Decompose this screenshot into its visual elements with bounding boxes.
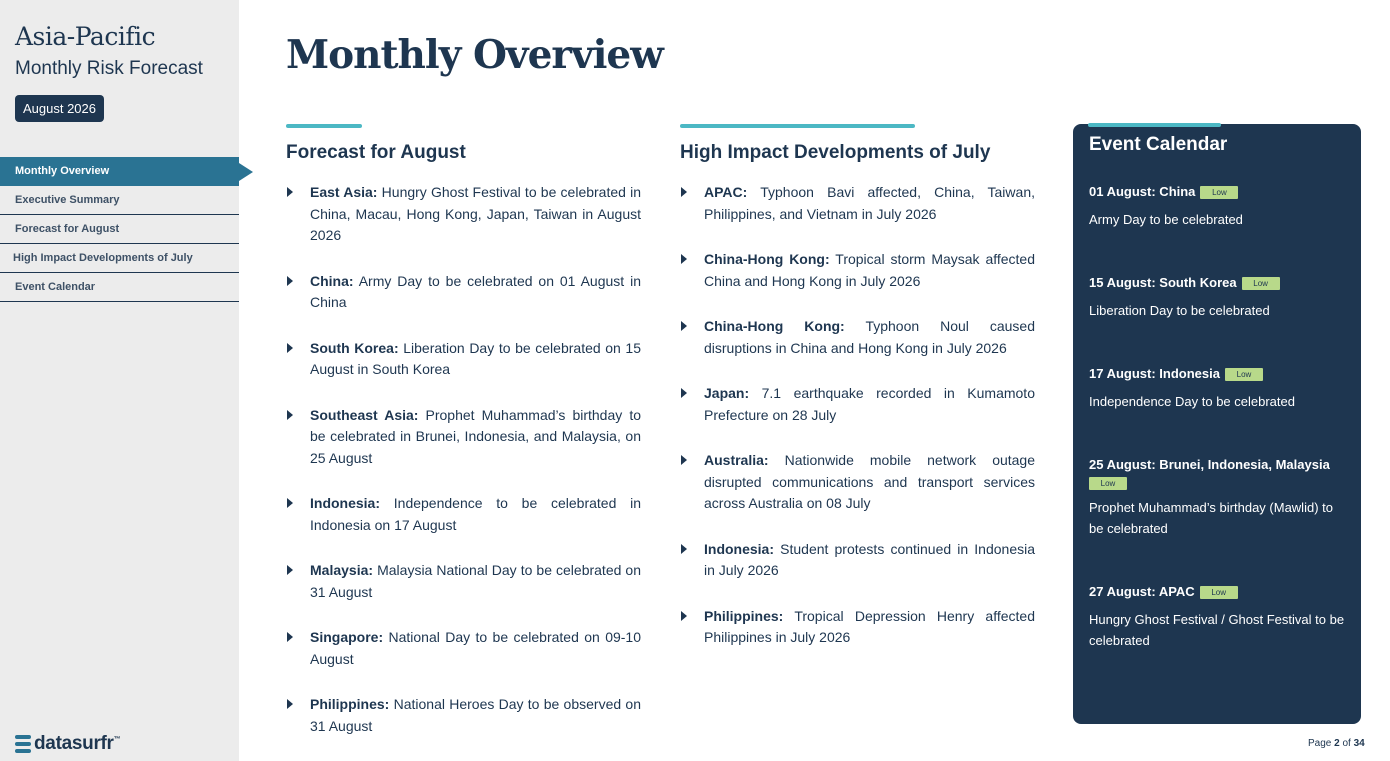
- calendar-event: [1089, 182, 1347, 230]
- report-title: Monthly Risk Forecast: [15, 58, 203, 79]
- event-description: Prophet Muhammad’s birthday (Mawlid) to be celebrated: [1089, 500, 1333, 536]
- nav-item-label: Forecast for August: [15, 223, 120, 235]
- developments-section: [680, 124, 1035, 673]
- event-description: Army Day to be celebrated: [1089, 212, 1243, 227]
- forecast-item: Philippines: National Heroes Day to be observed on 31 August: [286, 694, 641, 737]
- risk-badge: Low: [1225, 368, 1263, 381]
- nav-item-event-calendar[interactable]: [0, 273, 239, 302]
- trademark-mark: ™: [113, 735, 121, 743]
- event-description: Hungry Ghost Festival / Ghost Festival to be celebrated: [1089, 612, 1345, 648]
- event-title: 01 August: China: [1089, 184, 1196, 199]
- calendar-event: [1089, 455, 1347, 539]
- risk-badge: Low: [1200, 186, 1238, 199]
- wave-logo-icon: [15, 735, 31, 753]
- development-item: Philippines: Tropical Depression Henry affected Philippines in July 2026: [680, 606, 1035, 649]
- event-title: 15 August: South Korea: [1089, 275, 1237, 290]
- nav-item-forecast[interactable]: [0, 215, 239, 244]
- section-accent-bar: [1088, 123, 1221, 127]
- region-title: Asia-Pacific: [15, 22, 156, 51]
- event-calendar-panel: [1073, 124, 1361, 724]
- nav-item-executive-summary[interactable]: [0, 186, 239, 215]
- development-item: APAC: Typhoon Bavi affected, China, Taiwan, Philippines, and Vietnam in July 2026: [680, 182, 1035, 225]
- section-accent-bar: [286, 124, 362, 128]
- development-item: China-Hong Kong: Tropical storm Maysak affected China and Hong Kong in July 2026: [680, 249, 1035, 292]
- datasurfr-logo: [15, 733, 121, 755]
- event-title: 25 August: Brunei, Indonesia, Malaysia: [1089, 457, 1330, 472]
- event-title: 17 August: Indonesia: [1089, 366, 1220, 381]
- developments-list: [680, 182, 1035, 649]
- calendar-event: [1089, 582, 1347, 651]
- event-title: 27 August: APAC: [1089, 584, 1195, 599]
- nav-item-label: High Impact Developments of July: [13, 252, 193, 264]
- logo-text: datasurfr: [34, 733, 114, 754]
- event-list: [1089, 182, 1347, 694]
- risk-badge: Low: [1089, 477, 1127, 490]
- risk-badge: Low: [1200, 586, 1238, 599]
- section-accent-bar: [680, 124, 915, 128]
- date-badge: August 2026: [15, 95, 104, 122]
- sidebar: [0, 0, 239, 761]
- page-number: Page 2 of 34: [1308, 738, 1365, 749]
- forecast-item: China: Army Day to be celebrated on 01 August in China: [286, 271, 641, 314]
- forecast-heading: Forecast for August: [286, 142, 466, 163]
- forecast-item: Malaysia: Malaysia National Day to be celebrated on 31 August: [286, 560, 641, 603]
- forecast-item: Indonesia: Independence to be celebrated in Indonesia on 17 August: [286, 493, 641, 536]
- page-title: Monthly Overview: [286, 32, 663, 78]
- forecast-item: South Korea: Liberation Day to be celebrated on 15 August in South Korea: [286, 338, 641, 381]
- nav-item-high-impact[interactable]: [0, 244, 239, 273]
- forecast-item: Southeast Asia: Prophet Muhammad’s birthday to be celebrated in Brunei, Indonesia, and Malaysia, on 25 August: [286, 405, 641, 470]
- nav-item-label: Monthly Overview: [15, 165, 110, 177]
- forecast-item: East Asia: Hungry Ghost Festival to be celebrated in China, Macau, Hong Kong, Japan, Taiwan in August 2026: [286, 182, 641, 247]
- forecast-section: [286, 124, 641, 761]
- risk-badge: Low: [1242, 277, 1280, 290]
- nav-item-monthly-overview[interactable]: [0, 157, 239, 186]
- forecast-list: [286, 182, 641, 737]
- event-description: Liberation Day to be celebrated: [1089, 303, 1270, 318]
- nav-item-label: Executive Summary: [15, 194, 120, 206]
- development-item: Japan: 7.1 earthquake recorded in Kumamoto Prefecture on 28 July: [680, 383, 1035, 426]
- active-pointer-icon: [239, 163, 253, 181]
- development-item: China-Hong Kong: Typhoon Noul caused disruptions in China and Hong Kong in July 2026: [680, 316, 1035, 359]
- calendar-event: [1089, 364, 1347, 412]
- development-item: Australia: Nationwide mobile network outage disrupted communications and transport services across Australia on 08 July: [680, 450, 1035, 515]
- event-description: Independence Day to be celebrated: [1089, 394, 1295, 409]
- calendar-event: [1089, 273, 1347, 321]
- calendar-heading: Event Calendar: [1089, 134, 1228, 155]
- developments-heading: High Impact Developments of July: [680, 142, 991, 163]
- forecast-item: Singapore: National Day to be celebrated on 09-10 August: [286, 627, 641, 670]
- nav-item-label: Event Calendar: [15, 281, 96, 293]
- development-item: Indonesia: Student protests continued in Indonesia in July 2026: [680, 539, 1035, 582]
- sidebar-nav: [0, 157, 239, 302]
